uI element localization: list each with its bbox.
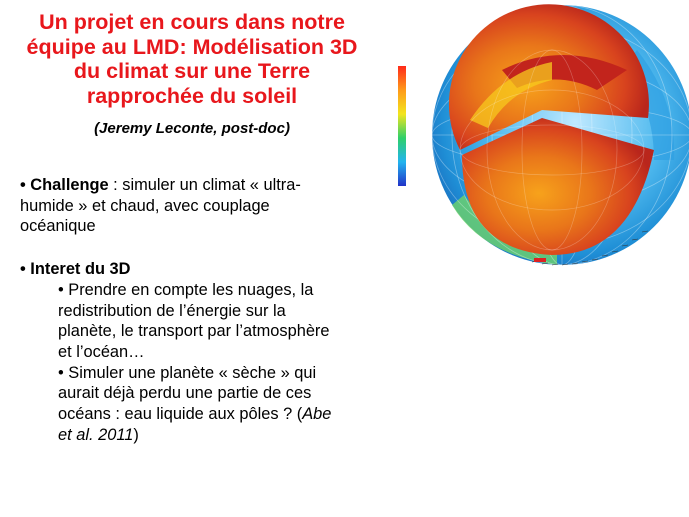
sub-bullet-line — [20, 425, 390, 446]
reference-italic: et al. 2011 — [58, 425, 134, 444]
bullet-marker: • — [20, 176, 31, 194]
title-line-4: rapprochée du soleil — [86, 83, 298, 108]
reference-italic: Abe — [302, 405, 332, 424]
sub-bullet-line — [20, 404, 390, 425]
bullet-label-challenge: Challenge — [30, 176, 109, 194]
author-credit: (Jeremy Leconte, post-doc) — [94, 120, 290, 137]
sub-bullet-text: océans : eau liquide aux pôles ? ( — [58, 405, 303, 424]
polar-marker — [534, 258, 546, 262]
bullet-text-line: océanique — [20, 217, 96, 236]
bullet-interet — [20, 259, 390, 280]
bullet-text: : simuler un climat « ultra- — [108, 176, 301, 194]
bullet-challenge — [20, 175, 390, 196]
title-line-1: Un projet en cours dans notre — [39, 10, 345, 34]
sub-bullet-line: • Simuler une planète « sèche » qui — [58, 363, 317, 382]
title-line-3: du climat sur une Terre — [73, 59, 311, 83]
slide-title — [8, 10, 376, 108]
sub-bullet-line: planète, le transport par l’atmosphère — [58, 322, 330, 341]
bullet-text-line: humide » et chaud, avec couplage — [20, 196, 270, 215]
climate-model-globe-image — [392, 0, 689, 297]
sub-bullet-line: aurait déjà perdu une partie de ces — [58, 384, 312, 403]
reference-close: ) — [133, 425, 139, 444]
sub-bullet-line: redistribution de l’énergie sur la — [58, 301, 286, 320]
slide-body — [20, 175, 390, 445]
bullet-label-interet: Interet du 3D — [30, 260, 131, 279]
sub-bullet-line: et l’océan… — [58, 342, 145, 361]
sub-bullet-line: • Prendre en compte les nuages, la — [58, 280, 314, 299]
colour-scale-bar — [398, 66, 406, 186]
title-line-2: équipe au LMD: Modélisation 3D — [26, 34, 358, 59]
bullet-marker: • — [20, 260, 31, 279]
